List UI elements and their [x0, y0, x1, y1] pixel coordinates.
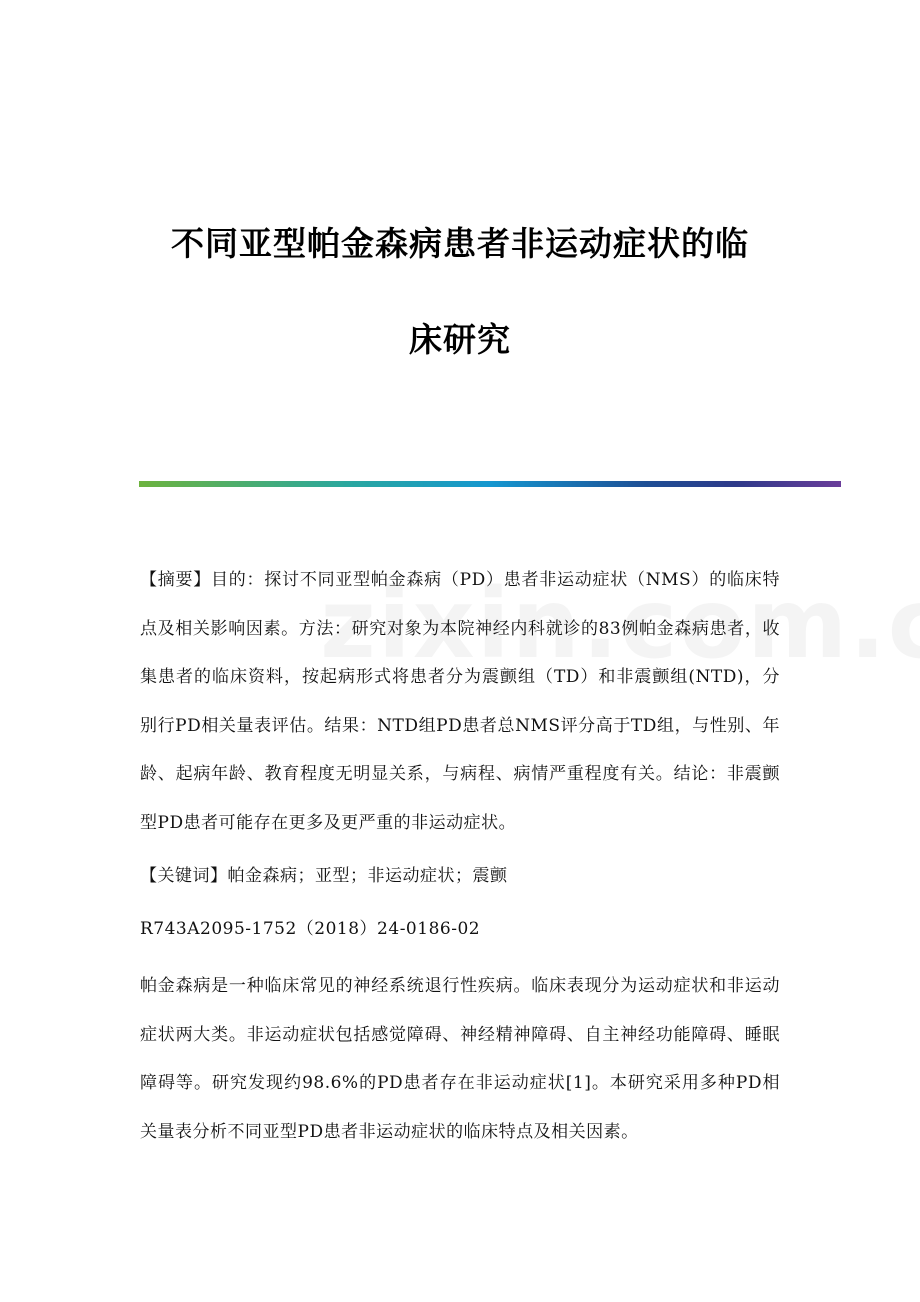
- keywords-paragraph: 【关键词】帕金森病；亚型；非运动症状；震颤: [140, 866, 508, 886]
- classification-number: R743A2095-1752（2018）24-0186-02: [140, 919, 481, 939]
- page-title-line-1: 不同亚型帕金森病患者非运动症状的临: [171, 224, 749, 263]
- page-title-line-2: 床研究: [409, 320, 511, 359]
- abstract-paragraph: 【摘要】目的：探讨不同亚型帕金森病（PD）患者非运动症状（NMS）的临床特点及相关影响因素。方法：研究对象为本院神经内科就诊的83例帕金森病患者，收集患者的临床资料，按起病形式将患者分为震颤组（TD）和非震颤组(NTD)，分别行PD相关量表评估。结果：NTD组PD患者总NMS评分高于TD组，与性别、年龄、起病年龄、教育程度无明显关系，与病程、病情严重程度有关。结论：非震颤型PD患者可能存在更多及更严重的非运动症状。: [140, 570, 780, 833]
- gradient-divider: [139, 481, 841, 487]
- intro-paragraph: 帕金森病是一种临床常见的神经系统退行性疾病。临床表现分为运动症状和非运动症状两大类。非运动症状包括感觉障碍、神经精神障碍、自主神经功能障碍、睡眠障碍等。研究发现约98.6%的PD患者存在非运动症状[1]。本研究采用多种PD相关量表分析不同亚型PD患者非运动症状的临床特点及相关因素。: [140, 976, 780, 1142]
